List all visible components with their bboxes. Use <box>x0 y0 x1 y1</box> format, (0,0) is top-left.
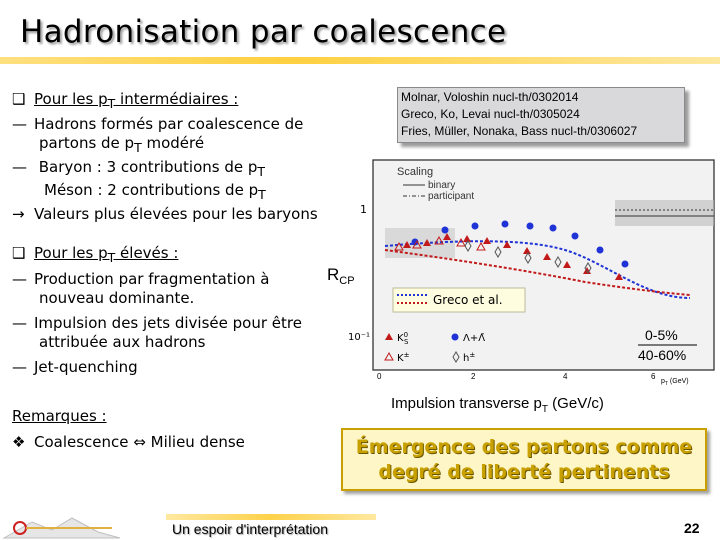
diamond-bullet-icon: ❖ <box>12 433 26 451</box>
legend-lambda-marker <box>452 334 459 341</box>
bullet-item-2: — Baryon : 3 contributions de $p_T$ <box>12 158 266 179</box>
reference-line: Fries, Müller, Nonaka, Bass nucl-th/0306027 <box>401 124 638 138</box>
x-axis-title: Impulsion transverse $p_T$ (GeV/c) <box>391 395 604 415</box>
x-unit: $p_T$ (GeV) <box>661 378 689 387</box>
lab-logo-icon <box>2 510 122 540</box>
y-axis-label: $R_{CP}$ <box>327 265 355 287</box>
legend-h: h± <box>463 351 476 364</box>
emphasis-box <box>341 428 707 491</box>
bullet-item-4: — Production par fragmentation à <box>12 270 270 288</box>
title-underline <box>0 57 720 64</box>
legend-ks0: $K^0$ S <box>397 331 409 346</box>
bullet-item-5-cont: attribuée aux hadrons <box>39 333 206 351</box>
bullet-item-1: — Hadrons formés par coalescence de <box>12 115 304 133</box>
right-arrow-icon: → <box>12 205 25 223</box>
bullet-item-4-cont: nouveau dominante. <box>39 289 195 307</box>
dash-bullet-icon: — <box>12 158 27 176</box>
legend-kpm: K± <box>397 351 410 364</box>
legend-lambda: Λ+Λ̄ <box>463 333 486 344</box>
bullet-item-1-cont: partons de $p_T$ modéré <box>39 134 205 155</box>
reference-line: Greco, Ko, Levai nucl-th/0305024 <box>401 107 580 121</box>
bullet-item-3: → Valeurs plus élevées pour les baryons <box>12 205 318 223</box>
dash-bullet-icon: — <box>12 115 27 133</box>
x-tick-0: 0 <box>377 372 382 381</box>
scaling-binary-label: binary <box>428 180 456 191</box>
x-tick-2: 2 <box>471 372 476 381</box>
emphasis-line-1: Émergence des partons comme <box>355 436 693 458</box>
dash-bullet-icon: — <box>12 314 27 332</box>
binary-band <box>615 200 714 226</box>
dash-bullet-icon: — <box>12 270 27 288</box>
bullet-item-6: — Jet-quenching <box>12 358 138 376</box>
y-tick-01: 10⁻¹ <box>348 332 371 343</box>
x-tick-4: 4 <box>563 372 568 381</box>
checkbox-bullet-icon: ❑ <box>12 90 26 108</box>
footer-text: Un espoir d'interprétation <box>172 521 328 537</box>
slide-title: Hadronisation par coalescence <box>20 14 507 50</box>
emphasis-line-2: degré de liberté pertinents <box>378 461 670 483</box>
footer-rule <box>166 514 376 520</box>
x-tick-6: 6 <box>651 372 656 381</box>
references-box <box>397 87 685 143</box>
bullet-item-5: — Impulsion des jets divisée pour être <box>12 314 302 332</box>
centrality-2: 40-60% <box>638 347 687 363</box>
reference-line: Molnar, Voloshin nucl-th/0302014 <box>401 90 579 104</box>
greco-label: Greco et al. <box>433 293 503 307</box>
double-arrow-icon: ⇔ <box>133 433 146 451</box>
y-tick-1: 1 <box>360 203 367 216</box>
page-number: 22 <box>684 520 700 536</box>
remarks-heading: Remarques : <box>12 407 107 425</box>
section1-heading: ❑ Pour les $p_T$ intermédiaires : <box>12 90 239 111</box>
dash-bullet-icon: — <box>12 358 27 376</box>
checkbox-bullet-icon: ❑ <box>12 244 26 262</box>
rcp-plot <box>325 150 720 415</box>
scaling-participant-label: participant <box>428 191 475 202</box>
remarks-item: ❖ Coalescence ⇔ Milieu dense <box>12 433 245 451</box>
bullet-item-2-cont: Méson : 2 contributions de $p_T$ <box>44 181 266 202</box>
section2-heading: ❑ Pour les $p_T$ élevés : <box>12 244 179 265</box>
centrality-1: 0-5% <box>645 327 678 343</box>
scaling-title: Scaling <box>397 166 434 178</box>
